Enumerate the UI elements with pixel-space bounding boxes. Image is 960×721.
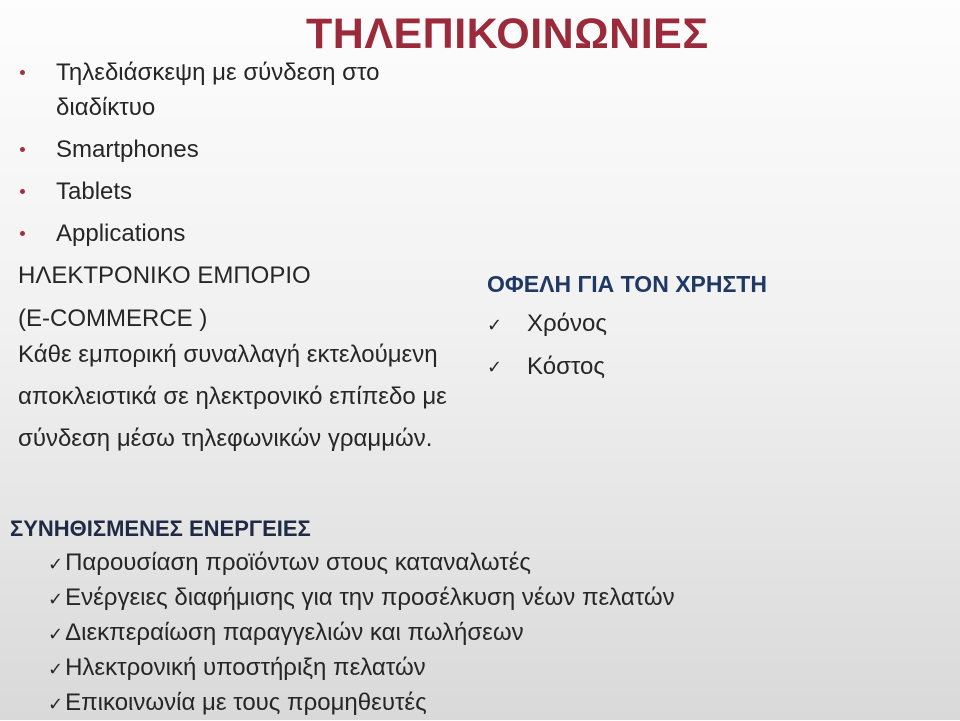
activity-text: Επικοινωνία με τους προμηθευτές: [65, 689, 427, 716]
checkmark-icon: ✓: [487, 314, 503, 335]
dot-bullet-icon: [20, 189, 25, 194]
activity-item: [48, 616, 675, 651]
checkmark-icon: ✓: [48, 589, 64, 609]
dot-bullet-icon: [20, 70, 25, 75]
activity-text: Ηλεκτρονική υποστήριξη πελατών: [65, 654, 426, 681]
ecommerce-description: Κάθε εμπορική συναλλαγή εκτελούμενη αποκλειστικά σε ηλεκτρονικό επίπεδο με σύνδεση μέσω τηλεφωνικών γραμμών.: [18, 341, 447, 452]
bullet-text: Applications: [56, 220, 186, 247]
checkmark-icon: ✓: [487, 357, 503, 378]
benefit-item: [487, 346, 767, 389]
bullet-text: Tablets: [56, 178, 133, 205]
checkmark-icon: ✓: [48, 554, 64, 574]
activities-list: [10, 546, 675, 721]
benefits-list: [487, 303, 767, 388]
activity-item: [48, 581, 675, 616]
dot-bullet-icon: [20, 231, 25, 236]
activity-item: [48, 651, 675, 686]
activity-text: Παρουσίαση προϊόντων στους καταναλωτές: [65, 549, 531, 576]
activity-item: [48, 686, 675, 721]
bullet-item: [16, 55, 456, 125]
ecommerce-section: [18, 258, 458, 460]
benefit-text: Κόστος: [527, 352, 605, 380]
bullet-item: [16, 174, 456, 209]
bullet-item: [16, 216, 456, 251]
bullet-text: Τηλεδιάσκεψη με σύνδεση στο διαδίκτυο: [56, 59, 380, 121]
checkmark-icon: ✓: [48, 624, 64, 644]
bullet-list: [16, 55, 456, 258]
benefits-title: ΟΦΕΛΗ ΓΙΑ ΤΟΝ ΧΡΗΣΤΗ: [487, 271, 767, 297]
checkmark-icon: ✓: [48, 659, 64, 679]
activities-title: ΣΥΝΗΘΙΣΜΕΝΕΣ ΕΝΕΡΓΕΙΕΣ: [10, 516, 311, 541]
checkmark-icon: ✓: [48, 694, 64, 714]
activity-text: Ενέργειες διαφήμισης για την προσέλκυση νέων πελατών: [65, 584, 675, 611]
activities-section: [10, 512, 675, 721]
bullet-text: Smartphones: [56, 136, 199, 163]
benefit-text: Χρόνος: [527, 310, 607, 337]
ecommerce-heading: ΗΛΕΚΤΡΟΝΙΚΟ ΕΜΠΟΡΙΟ: [18, 262, 311, 289]
dot-bullet-icon: [20, 147, 25, 152]
bullet-item: [16, 132, 456, 167]
ecommerce-heading-sub: (E-COMMERCE ): [18, 305, 208, 332]
benefit-item: [487, 303, 767, 346]
benefits-section: [487, 265, 767, 388]
slide-title: ΤΗΛΕΠΙΚΟΙΝΩΝΙΕΣ: [306, 10, 709, 58]
activity-item: [48, 546, 675, 581]
activity-text: Διεκπεραίωση παραγγελιών και πωλήσεων: [65, 619, 524, 646]
